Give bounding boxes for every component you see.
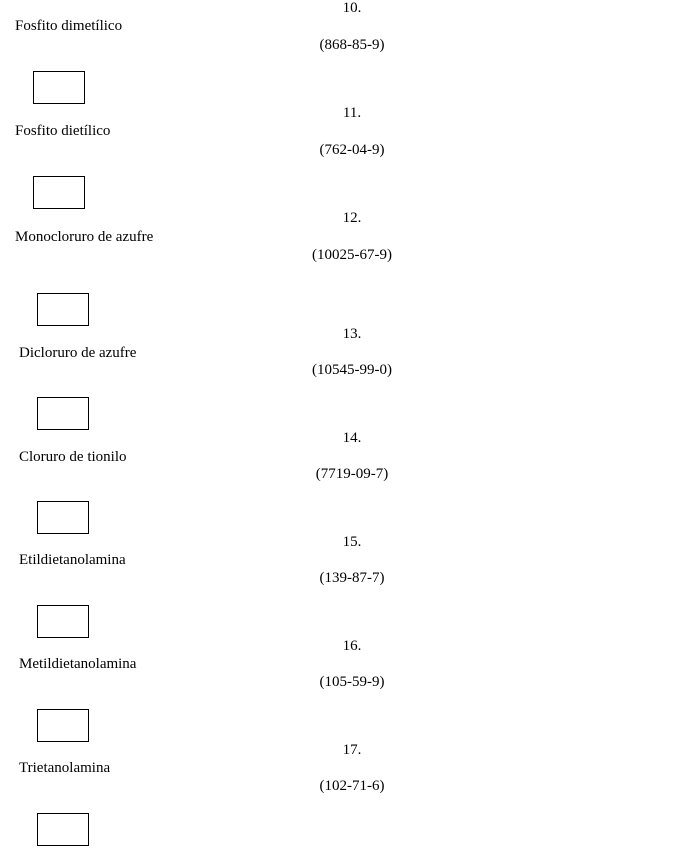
entry-number: 10.	[342, 0, 362, 16]
chemical-name: Cloruro de tionilo	[19, 449, 127, 465]
checkbox[interactable]	[33, 71, 85, 104]
entry-number: 15.	[342, 534, 362, 550]
checkbox[interactable]	[37, 605, 89, 638]
checkbox[interactable]	[33, 176, 85, 209]
chemical-name: Etildietanolamina	[19, 552, 126, 568]
chemical-name: Dicloruro de azufre	[19, 345, 137, 361]
cas-number: (7719-09-7)	[315, 466, 389, 482]
checkbox[interactable]	[37, 501, 89, 534]
cas-number: (139-87-7)	[319, 570, 385, 586]
chemical-name: Metildietanolamina	[19, 656, 137, 672]
cas-number: (102-71-6)	[319, 778, 385, 794]
checkbox[interactable]	[37, 813, 89, 846]
checkbox[interactable]	[37, 397, 89, 430]
cas-number: (105-59-9)	[319, 674, 385, 690]
entry-number: 17.	[342, 742, 362, 758]
cas-number: (868-85-9)	[319, 37, 385, 53]
entry-number: 11.	[342, 105, 362, 121]
entry-number: 13.	[342, 326, 362, 342]
cas-number: (10025-67-9)	[312, 247, 392, 263]
checkbox[interactable]	[37, 293, 89, 326]
entry-number: 14.	[342, 430, 362, 446]
entry-number: 12.	[342, 210, 362, 226]
checkbox[interactable]	[37, 709, 89, 742]
chemical-name: Monocloruro de azufre	[15, 229, 154, 245]
chemical-name: Fosfito dimetílico	[15, 18, 123, 34]
cas-number: (762-04-9)	[319, 142, 385, 158]
cas-number: (10545-99-0)	[312, 362, 392, 378]
chemical-name: Trietanolamina	[19, 760, 111, 776]
chemical-name: Fosfito dietílico	[15, 123, 111, 139]
entry-number: 16.	[342, 638, 362, 654]
